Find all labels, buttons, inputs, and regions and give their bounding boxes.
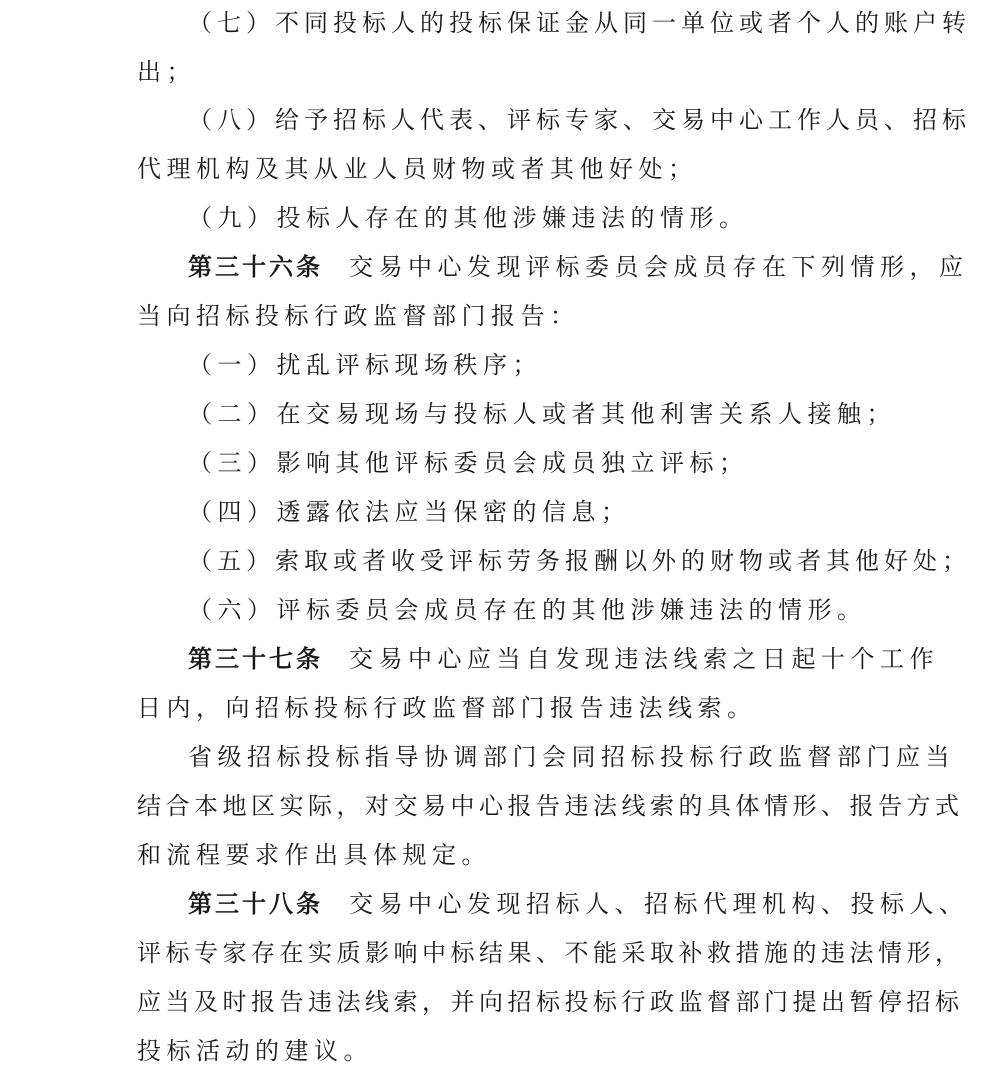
- paragraph-line: [137, 936, 964, 970]
- paragraph-line: [137, 152, 698, 186]
- article-number: 第三十八条: [188, 890, 323, 918]
- paragraph-line: [137, 55, 196, 89]
- paragraph-line: [188, 593, 867, 627]
- paragraph-line: [137, 985, 964, 1019]
- line-text: 当向招标投标行政监督部门报告：: [137, 302, 580, 330]
- paragraph-line: [188, 740, 955, 774]
- line-text: 交易中心发现招标人、招标代理机构、投标人、: [349, 890, 969, 918]
- line-text: （五）索取或者收受评标劳务报酬以外的财物或者其他好处；: [188, 547, 971, 575]
- line-text: （三）影响其他评标委员会成员独立评标；: [188, 449, 749, 477]
- article-37-line: [188, 642, 939, 676]
- line-text: 投标活动的建议。: [137, 1037, 373, 1065]
- line-text: 结合本地区实际，对交易中心报告违法线索的具体情形、报告方式: [137, 792, 964, 820]
- paragraph-line: [188, 201, 749, 235]
- article-number: 第三十六条: [188, 253, 323, 281]
- line-text: （九）投标人存在的其他涉嫌违法的情形。: [188, 204, 749, 232]
- line-text: （二）在交易现场与投标人或者其他利害关系人接触；: [188, 400, 896, 428]
- paragraph-line: [137, 789, 964, 823]
- line-text: 交易中心应当自发现违法线索之日起十个工作: [349, 645, 939, 673]
- paragraph-line: [137, 691, 757, 725]
- article-36-line: [188, 250, 969, 284]
- line-text: （一）扰乱评标现场秩序；: [188, 351, 542, 379]
- line-text: 代理机构及其从业人员财物或者其他好处；: [137, 155, 698, 183]
- article-number: 第三十七条: [188, 645, 323, 673]
- paragraph-line: [188, 446, 749, 480]
- line-text: 省级招标投标指导协调部门会同招标投标行政监督部门应当: [188, 743, 955, 771]
- line-text: 出；: [137, 58, 196, 86]
- paragraph-line: [137, 838, 491, 872]
- paragraph-line: [137, 299, 580, 333]
- paragraph-line: [188, 348, 542, 382]
- line-text: 日内，向招标投标行政监督部门报告违法线索。: [137, 694, 757, 722]
- article-38-line: [188, 887, 969, 921]
- paragraph-line: [137, 1034, 373, 1068]
- paragraph-line: [188, 6, 971, 40]
- paragraph-line: [188, 397, 896, 431]
- paragraph-line: [188, 544, 971, 578]
- line-text: 交易中心发现评标委员会成员存在下列情形，应: [349, 253, 969, 281]
- line-text: （六）评标委员会成员存在的其他涉嫌违法的情形。: [188, 596, 867, 624]
- line-text: 应当及时报告违法线索，并向招标投标行政监督部门提出暂停招标: [137, 988, 964, 1016]
- line-text: 评标专家存在实质影响中标结果、不能采取补救措施的违法情形，: [137, 939, 964, 967]
- paragraph-line: [188, 103, 971, 137]
- line-text: （八）给予招标人代表、评标专家、交易中心工作人员、招标: [188, 106, 971, 134]
- line-text: （四）透露依法应当保密的信息；: [188, 498, 631, 526]
- line-text: 和流程要求作出具体规定。: [137, 841, 491, 869]
- line-text: （七）不同投标人的投标保证金从同一单位或者个人的账户转: [188, 9, 971, 37]
- paragraph-line: [188, 495, 631, 529]
